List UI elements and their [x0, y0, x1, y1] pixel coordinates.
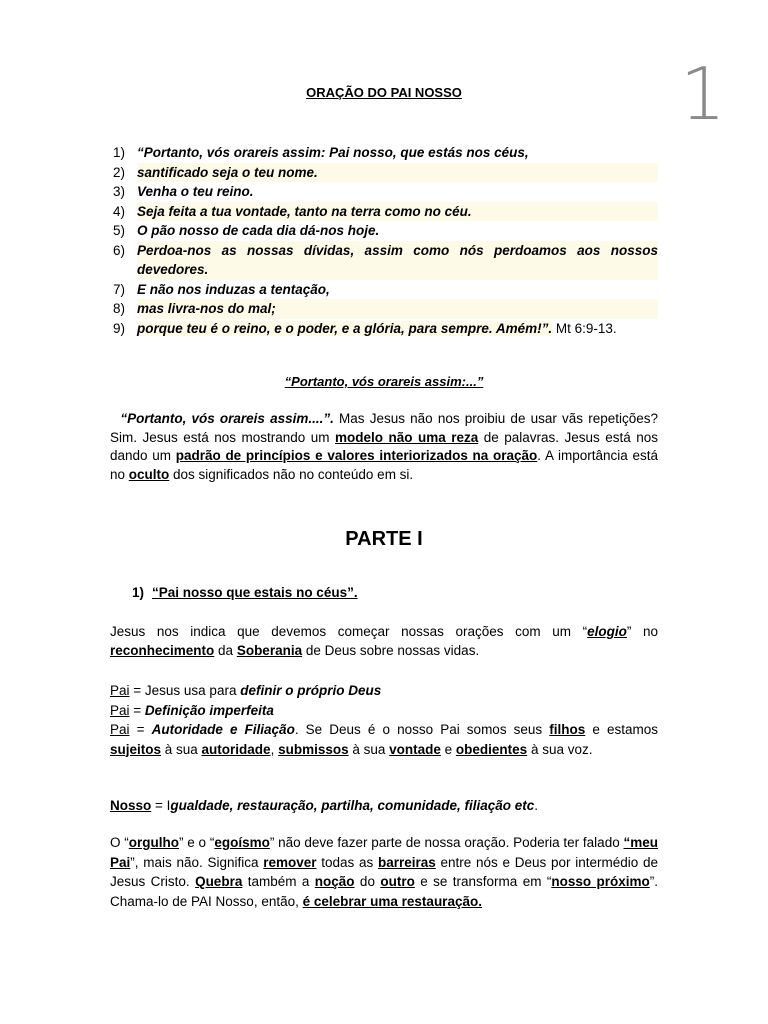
- list-item: 1) “Portanto, vós orareis assim: Pai nosso, que estás nos céus,: [113, 143, 658, 163]
- verse-text: santificado seja o teu nome.: [137, 163, 658, 183]
- list-item: 8) mas livra-nos do mal;: [113, 299, 658, 319]
- list-item: 3) Venha o teu reino.: [113, 182, 658, 202]
- verse-text: “Portanto, vós orareis assim: Pai nosso, que estás nos céus,: [137, 145, 529, 160]
- paragraph-nosso: Nosso = Igualdade, restauração, partilha, comunidade, filiação etc.: [110, 798, 539, 813]
- section-subtitle: “Portanto, vós orareis assim:...”: [284, 374, 484, 389]
- verse-text: Seja feita a tua vontade, tanto na terra como no céu.: [137, 202, 658, 222]
- definition-line: Pai = Definição imperfeita: [110, 702, 274, 718]
- list-item: 7) E não nos induzas a tentação,: [113, 280, 658, 300]
- section-item-heading: 1) “Pai nosso que estais no céus”.: [132, 585, 358, 600]
- part-heading: PARTE I: [345, 528, 423, 550]
- verse-text: porque teu é o reino, e o poder, e a glória, para sempre. Amém!”. Mt 6:9-13.: [137, 320, 617, 336]
- verse-text: Perdoa-nos as nossas dívidas, assim como nós perdoamos aos nossos devedores.: [137, 241, 658, 280]
- verse-text: mas livra-nos do mal;: [137, 299, 658, 319]
- paragraph-elogio: Jesus nos indica que devemos começar nossas orações com um “elogio” no reconhecimento da Soberania de Deus sobre nossas vidas.: [110, 624, 659, 658]
- list-item: 9) porque teu é o reino, e o poder, e a glória, para sempre. Amém!”. Mt 6:9-13.: [113, 319, 658, 339]
- definition-line: Pai = Jesus usa para definir o próprio Deus: [110, 683, 382, 698]
- definitions-block: [110, 681, 658, 759]
- verse-text: E não nos induzas a tentação,: [137, 281, 330, 297]
- verse-text: Venha o teu reino.: [137, 184, 254, 199]
- definition-line: Pai = Autoridade e Filiação. Se Deus é o nosso Pai somos seus filhos e estamos sujeitos à sua autoridade, submissos à sua vontade e obedientes à sua voz.: [110, 722, 658, 757]
- verse-text: O pão nosso de cada dia dá-nos hoje.: [137, 223, 380, 238]
- paragraph-orgulho: O “orgulho” e o “egoísmo” não deve fazer parte de nossa oração. Poderia ter falado “meu Pai”, mais não. Significa remover todas as barreiras entre nós e Deus por intermédio de Jesus Cristo. Quebra também a noção do outro e se transforma em “nosso próximo”. Chama-lo de PAI Nosso, então, é celebrar uma restauração.: [110, 835, 658, 909]
- page-number: 1: [680, 52, 726, 136]
- list-item: 6) Perdoa-nos as nossas dívidas, assim como nós perdoamos aos nossos devedores.: [113, 241, 658, 280]
- verse-list: [113, 143, 658, 338]
- list-item: 4) Seja feita a tua vontade, tanto na terra como no céu.: [113, 202, 658, 222]
- list-item: 5) O pão nosso de cada dia dá-nos hoje.: [113, 221, 658, 241]
- intro-paragraph: “Portanto, vós orareis assim....”. Mas Jesus não nos proibiu de usar vãs repetições? Sim. Jesus está nos mostrando um modelo não uma reza de palavras. Jesus está nos dando um padrão de princípios e valores interiorizados na oração. A importância está no oculto dos significados não no conteúdo em si.: [110, 411, 658, 482]
- verse-reference: Mt 6:9-13.: [552, 320, 617, 336]
- document-title: ORAÇÃO DO PAI NOSSO: [306, 85, 462, 100]
- list-item: 2) santificado seja o teu nome.: [113, 163, 658, 183]
